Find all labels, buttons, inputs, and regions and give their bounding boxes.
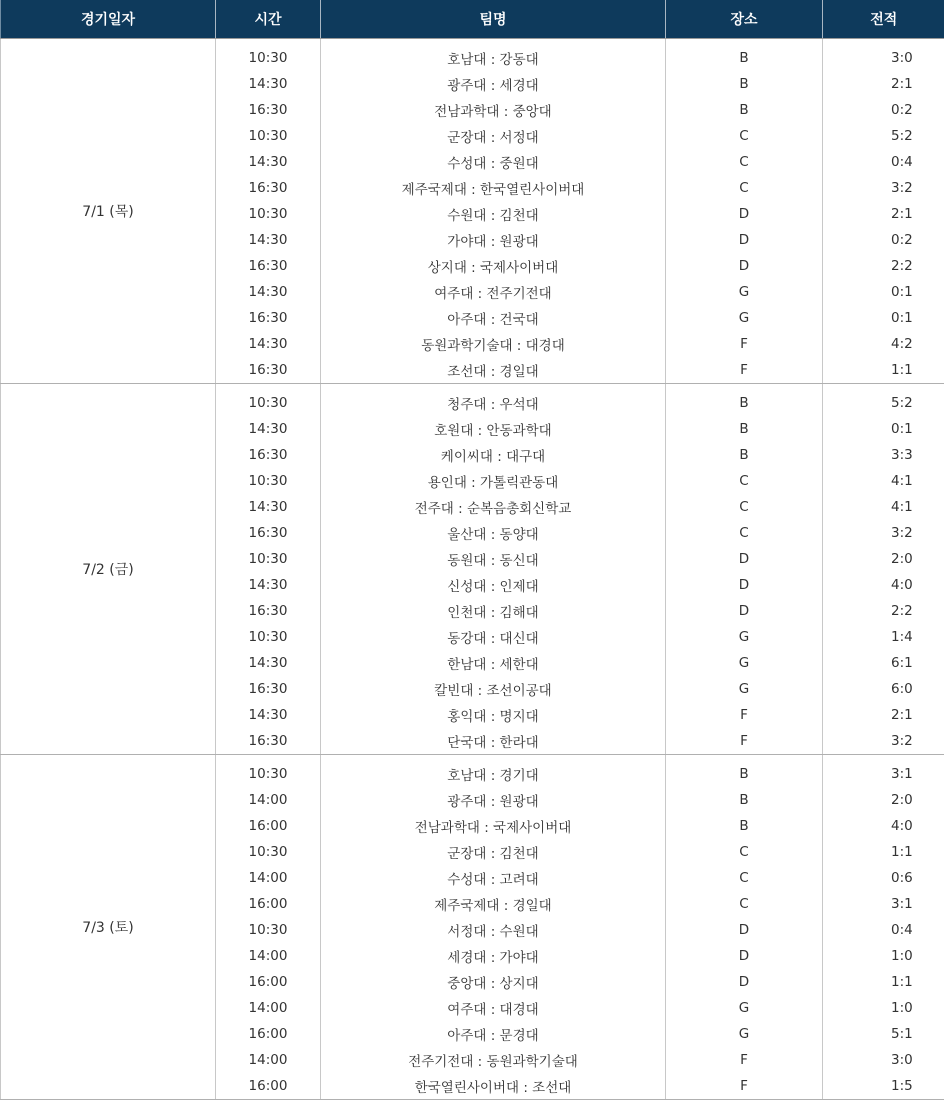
match-venue: G xyxy=(666,995,823,1021)
match-score: 1:0 xyxy=(891,1000,913,1016)
match-teams: 용인대 : 가톨릭관동대 xyxy=(321,468,666,494)
match-venue: F xyxy=(666,357,823,384)
match-time: 16:30 xyxy=(216,357,321,384)
match-time: 16:00 xyxy=(216,891,321,917)
match-teams: 전주대 : 순복음총회신학교 xyxy=(321,494,666,520)
match-score: 0:1 xyxy=(891,421,913,437)
match-time: 10:30 xyxy=(216,123,321,149)
match-score: 3:0 xyxy=(891,1052,913,1068)
match-score: 0:6 xyxy=(891,870,913,886)
match-venue: B xyxy=(666,39,823,72)
match-teams: 인천대 : 김해대 xyxy=(321,598,666,624)
table-row xyxy=(1,39,944,72)
match-venue: G xyxy=(666,279,823,305)
match-score: 5:1 xyxy=(891,1026,913,1042)
match-score: 5:2 xyxy=(891,128,913,144)
match-time: 10:30 xyxy=(216,624,321,650)
match-teams: 신성대 : 인제대 xyxy=(321,572,666,598)
match-time: 14:30 xyxy=(216,149,321,175)
match-teams: 단국대 : 한라대 xyxy=(321,728,666,755)
match-time: 16:30 xyxy=(216,728,321,755)
match-time: 14:30 xyxy=(216,227,321,253)
match-time: 14:30 xyxy=(216,650,321,676)
match-teams: 광주대 : 세경대 xyxy=(321,71,666,97)
match-score: 2:0 xyxy=(891,792,913,808)
match-teams: 동원과학기술대 : 대경대 xyxy=(321,331,666,357)
match-score: 2:1 xyxy=(891,707,913,723)
match-score: 2:1 xyxy=(891,206,913,222)
match-venue: B xyxy=(666,787,823,813)
match-venue: D xyxy=(666,969,823,995)
match-venue: D xyxy=(666,917,823,943)
header-score: 전적 xyxy=(823,0,944,39)
match-venue: C xyxy=(666,175,823,201)
match-venue: C xyxy=(666,468,823,494)
match-time: 16:30 xyxy=(216,676,321,702)
match-teams: 한남대 : 세한대 xyxy=(321,650,666,676)
match-venue: D xyxy=(666,598,823,624)
match-venue: C xyxy=(666,865,823,891)
match-time: 14:30 xyxy=(216,71,321,97)
match-teams: 여주대 : 대경대 xyxy=(321,995,666,1021)
match-time: 10:30 xyxy=(216,468,321,494)
match-venue: C xyxy=(666,839,823,865)
match-venue: F xyxy=(666,702,823,728)
match-date: 7/3 (토) xyxy=(1,755,216,1100)
match-score: 3:1 xyxy=(891,896,913,912)
match-score: 1:1 xyxy=(891,974,913,990)
match-time: 10:30 xyxy=(216,917,321,943)
match-venue: C xyxy=(666,494,823,520)
match-teams: 여주대 : 전주기전대 xyxy=(321,279,666,305)
match-score: 6:0 xyxy=(891,681,913,697)
match-time: 14:30 xyxy=(216,494,321,520)
match-time: 10:30 xyxy=(216,839,321,865)
match-time: 14:30 xyxy=(216,331,321,357)
table-row xyxy=(1,755,944,788)
match-teams: 아주대 : 건국대 xyxy=(321,305,666,331)
header-venue: 장소 xyxy=(666,0,823,39)
match-time: 16:30 xyxy=(216,520,321,546)
match-venue: G xyxy=(666,624,823,650)
match-teams: 군장대 : 김천대 xyxy=(321,839,666,865)
match-venue: F xyxy=(666,728,823,755)
match-teams: 군장대 : 서정대 xyxy=(321,123,666,149)
match-venue: C xyxy=(666,149,823,175)
match-time: 16:30 xyxy=(216,175,321,201)
match-venue: C xyxy=(666,891,823,917)
match-time: 14:00 xyxy=(216,787,321,813)
match-score: 1:5 xyxy=(823,1073,944,1100)
match-teams: 수성대 : 중원대 xyxy=(321,149,666,175)
match-venue: B xyxy=(666,442,823,468)
match-venue: B xyxy=(666,71,823,97)
match-time: 16:00 xyxy=(216,1021,321,1047)
match-score: 2:2 xyxy=(891,258,913,274)
match-teams: 수원대 : 김천대 xyxy=(321,201,666,227)
match-time: 14:00 xyxy=(216,1047,321,1073)
match-time: 10:30 xyxy=(216,39,321,72)
match-score: 0:1 xyxy=(891,310,913,326)
match-time: 14:30 xyxy=(216,702,321,728)
match-time: 16:00 xyxy=(216,969,321,995)
match-date: 7/2 (금) xyxy=(1,384,216,755)
match-venue: B xyxy=(666,97,823,123)
match-teams: 조선대 : 경일대 xyxy=(321,357,666,384)
match-teams: 서정대 : 수원대 xyxy=(321,917,666,943)
header-row xyxy=(1,0,944,39)
match-score: 2:0 xyxy=(891,551,913,567)
match-venue: B xyxy=(666,755,823,788)
match-venue: G xyxy=(666,676,823,702)
match-time: 16:30 xyxy=(216,305,321,331)
match-score: 2:1 xyxy=(891,76,913,92)
match-teams: 칼빈대 : 조선이공대 xyxy=(321,676,666,702)
match-venue: F xyxy=(666,1073,823,1100)
match-score: 0:2 xyxy=(891,232,913,248)
match-teams: 아주대 : 문경대 xyxy=(321,1021,666,1047)
match-venue: G xyxy=(666,1021,823,1047)
match-teams: 상지대 : 국제사이버대 xyxy=(321,253,666,279)
match-venue: B xyxy=(666,813,823,839)
match-score: 3:0 xyxy=(891,50,913,66)
match-teams: 제주국제대 : 경일대 xyxy=(321,891,666,917)
match-time: 14:00 xyxy=(216,865,321,891)
match-score: 3:1 xyxy=(891,766,913,782)
match-score: 4:0 xyxy=(891,818,913,834)
match-score: 0:4 xyxy=(891,922,913,938)
match-score: 4:1 xyxy=(891,473,913,489)
match-venue: C xyxy=(666,123,823,149)
match-time: 14:00 xyxy=(216,995,321,1021)
match-score: 1:4 xyxy=(891,629,913,645)
match-score: 1:1 xyxy=(891,844,913,860)
match-score: 1:0 xyxy=(891,948,913,964)
match-teams: 호남대 : 경기대 xyxy=(321,755,666,788)
match-time: 10:30 xyxy=(216,201,321,227)
match-teams: 전주기전대 : 동원과학기술대 xyxy=(321,1047,666,1073)
match-time: 10:30 xyxy=(216,384,321,417)
match-time: 14:30 xyxy=(216,416,321,442)
match-venue: D xyxy=(666,943,823,969)
match-score: 4:1 xyxy=(891,499,913,515)
match-score: 3:2 xyxy=(891,180,913,196)
match-venue: F xyxy=(666,1047,823,1073)
match-score: 0:4 xyxy=(891,154,913,170)
match-time: 16:30 xyxy=(216,97,321,123)
match-venue: B xyxy=(666,384,823,417)
match-venue: D xyxy=(666,227,823,253)
match-score: 2:2 xyxy=(891,603,913,619)
match-teams: 제주국제대 : 한국열린사이버대 xyxy=(321,175,666,201)
match-time: 16:30 xyxy=(216,442,321,468)
match-time: 10:30 xyxy=(216,755,321,788)
match-time: 14:00 xyxy=(216,943,321,969)
match-venue: B xyxy=(666,416,823,442)
match-score: 6:1 xyxy=(891,655,913,671)
match-venue: G xyxy=(666,650,823,676)
match-score: 1:1 xyxy=(823,357,944,384)
match-score: 5:2 xyxy=(891,395,913,411)
match-teams: 중앙대 : 상지대 xyxy=(321,969,666,995)
match-teams: 광주대 : 원광대 xyxy=(321,787,666,813)
match-venue: D xyxy=(666,572,823,598)
header-date: 경기일자 xyxy=(1,0,216,39)
header-time: 시간 xyxy=(216,0,321,39)
match-teams: 울산대 : 동양대 xyxy=(321,520,666,546)
match-score: 3:3 xyxy=(891,447,913,463)
match-teams: 한국열린사이버대 : 조선대 xyxy=(321,1073,666,1100)
match-date: 7/1 (목) xyxy=(1,39,216,384)
table-header xyxy=(1,0,944,39)
table-body xyxy=(1,39,944,1100)
match-score: 4:0 xyxy=(891,577,913,593)
match-time: 16:30 xyxy=(216,253,321,279)
match-venue: D xyxy=(666,546,823,572)
header-teams: 팀명 xyxy=(321,0,666,39)
match-teams: 청주대 : 우석대 xyxy=(321,384,666,417)
match-time: 10:30 xyxy=(216,546,321,572)
match-teams: 동원대 : 동신대 xyxy=(321,546,666,572)
match-teams: 호남대 : 강동대 xyxy=(321,39,666,72)
match-teams: 케이씨대 : 대구대 xyxy=(321,442,666,468)
match-teams: 전남과학대 : 국제사이버대 xyxy=(321,813,666,839)
match-time: 16:00 xyxy=(216,1073,321,1100)
match-time: 14:30 xyxy=(216,572,321,598)
table-row xyxy=(1,384,944,417)
match-time: 14:30 xyxy=(216,279,321,305)
match-score: 4:2 xyxy=(891,336,913,352)
match-teams: 홍익대 : 명지대 xyxy=(321,702,666,728)
match-teams: 동강대 : 대신대 xyxy=(321,624,666,650)
match-score: 0:2 xyxy=(891,102,913,118)
match-score: 0:1 xyxy=(891,284,913,300)
match-venue: F xyxy=(666,331,823,357)
match-teams: 호원대 : 안동과학대 xyxy=(321,416,666,442)
match-venue: D xyxy=(666,253,823,279)
match-teams: 세경대 : 가야대 xyxy=(321,943,666,969)
match-teams: 가야대 : 원광대 xyxy=(321,227,666,253)
match-venue: C xyxy=(666,520,823,546)
match-teams: 전남과학대 : 중앙대 xyxy=(321,97,666,123)
match-teams: 수성대 : 고려대 xyxy=(321,865,666,891)
match-score: 3:2 xyxy=(823,728,944,755)
match-score: 3:2 xyxy=(891,525,913,541)
match-venue: D xyxy=(666,201,823,227)
match-time: 16:30 xyxy=(216,598,321,624)
match-venue: G xyxy=(666,305,823,331)
match-time: 16:00 xyxy=(216,813,321,839)
